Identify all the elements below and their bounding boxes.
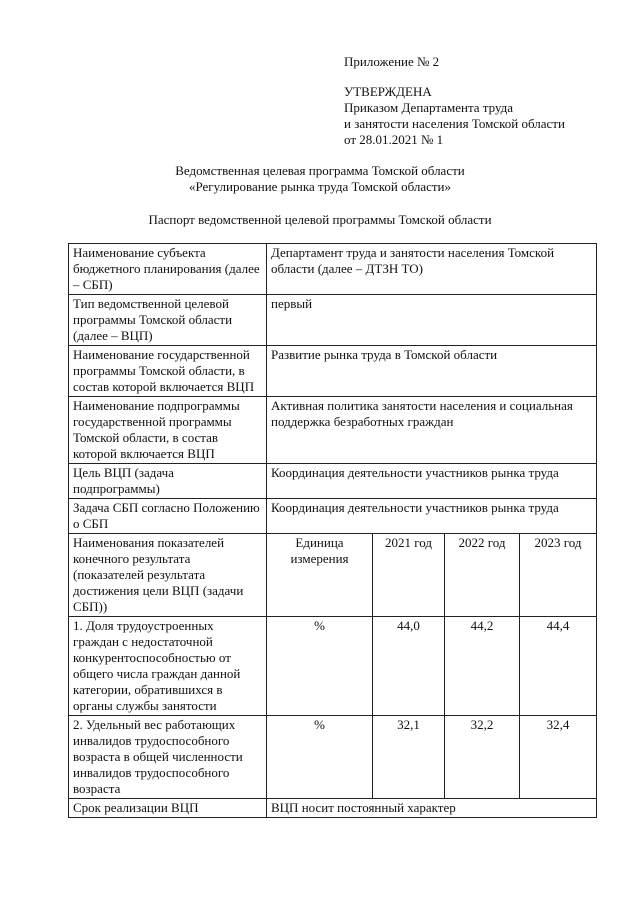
order-line: и занятости населения Томской области [344,116,565,131]
indicator-value: 44,0 [373,617,445,716]
row-label: Тип ведомственной целевой программы Томской области (далее – ВЦП) [69,295,267,346]
appendix-number: Приложение № 2 [344,54,440,69]
order-line: от 28.01.2021 № 1 [344,132,444,147]
row-label: Цель ВЦП (задача подпрограммы) [69,464,267,499]
passport-title: Паспорт ведомственной целевой программы Томской области [148,212,492,227]
row-label: Срок реализации ВЦП [69,799,267,818]
row-label: Наименование субъекта бюджетного планирования (далее – СБП) [69,244,267,295]
indicators-header-label: Наименования показателей конечного результата (показателей результата достижения цели ВЦП (задачи СБП)) [69,534,267,617]
row-label: Наименование подпрограммы государственной программы Томской области, в состав которой включается ВЦП [69,397,267,464]
row-value: ВЦП носит постоянный характер [267,799,597,818]
row-label: Наименование государственной программы Томской области, в состав которой включается ВЦП [69,346,267,397]
program-title-line: Ведомственная целевая программа Томской области [175,163,465,178]
row-value: Развитие рынка труда в Томской области [267,346,597,397]
indicator-name: 1. Доля трудоустроенных граждан с недостаточной конкурентоспособностью от общего числа граждан данной категории, обратившихся в органы службы занятости [69,617,267,716]
indicator-value: 32,2 [445,716,520,799]
year-header: 2023 год [520,534,597,617]
table-row [69,346,597,397]
row-value: первый [267,295,597,346]
row-label: Задача СБП согласно Положению о СБП [69,499,267,534]
table-row [69,499,597,534]
year-header: 2022 год [445,534,520,617]
row-value: Департамент труда и занятости населения Томской области (далее – ДТЗН ТО) [267,244,597,295]
indicator-row [69,617,597,716]
program-title [0,163,640,195]
approved-label: УТВЕРЖДЕНА [344,84,432,99]
table-row [69,799,597,818]
row-value: Активная политика занятости населения и социальная поддержка безработных граждан [267,397,597,464]
indicator-value: 44,4 [520,617,597,716]
table-row [69,397,597,464]
unit-header: Единица измерения [267,534,373,617]
row-value: Координация деятельности участников рынка труда [267,499,597,534]
program-title-line: «Регулирование рынка труда Томской области» [188,179,452,194]
indicator-value: 32,1 [373,716,445,799]
table-row [69,244,597,295]
indicator-row [69,716,597,799]
approval-block [344,54,634,148]
indicator-value: 32,4 [520,716,597,799]
passport-table [68,243,597,818]
indicator-unit: % [267,617,373,716]
row-value: Координация деятельности участников рынка труда [267,464,597,499]
indicator-name: 2. Удельный вес работающих инвалидов трудоспособного возраста в общей численности инвалидов трудоспособного возраста [69,716,267,799]
order-line: Приказом Департамента труда [344,100,514,115]
year-header: 2021 год [373,534,445,617]
indicator-unit: % [267,716,373,799]
indicators-header-row [69,534,597,617]
table-row [69,464,597,499]
table-row [69,295,597,346]
indicator-value: 44,2 [445,617,520,716]
